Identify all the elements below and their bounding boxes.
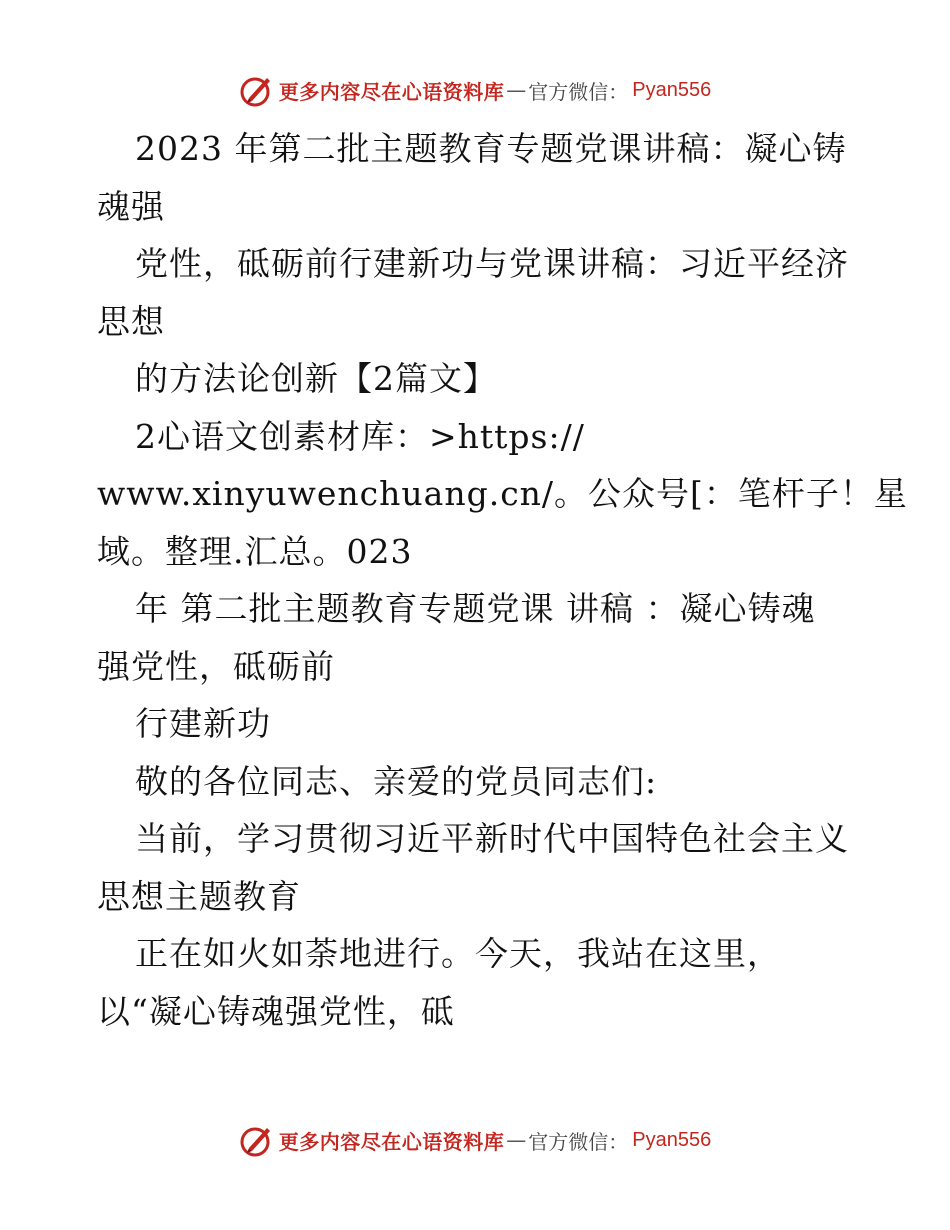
text-line: 当前，学习贯彻习近平新时代中国特色社会主义 <box>135 819 849 858</box>
text-line: 党性，砥砺前行建新功与党课讲稿：习近平经济 <box>135 244 849 283</box>
text-line: 魂强 <box>97 186 165 226</box>
text-line: 思想 <box>97 301 165 341</box>
text-line: 2心语文创素材库：>https:// <box>135 416 585 456</box>
text-line: 敬的各位同志、亲爱的党员同志们: <box>135 761 658 801</box>
banner-wechat-id: Pyan556 <box>632 1128 712 1151</box>
pen-logo-icon <box>239 72 275 108</box>
banner-slogan: 更多内容尽在心语资料库 <box>278 79 505 104</box>
footer-banner <box>0 1118 950 1162</box>
text-line: www.xinyuwenchuang.cn/。公众号[：笔杆子！星 <box>97 474 908 513</box>
banner-separator: — <box>506 78 527 102</box>
banner-slogan: 更多内容尽在心语资料库 <box>278 1129 505 1154</box>
banner-wechat-label: 官方微信： <box>528 79 629 104</box>
text-line: 年 第二批主题教育专题党课 讲稿 ：凝心铸魂 <box>135 589 816 628</box>
text-line: 的方法论创新【2篇文】 <box>135 359 497 398</box>
text-line: 行建新功 <box>135 704 271 743</box>
banner-wechat-label: 官方微信： <box>528 1129 629 1154</box>
text-line: 2023 年第二批主题教育专题党课讲稿：凝心铸 <box>135 129 847 168</box>
text-line: 强党性，砥砺前 <box>97 646 335 686</box>
pen-logo-icon <box>239 1122 275 1158</box>
text-line: 以“凝心铸魂强党性，砥 <box>97 991 455 1031</box>
banner-separator: — <box>506 1128 527 1152</box>
text-line: 思想主题教育 <box>97 876 301 916</box>
text-line: 正在如火如荼地进行。今天，我站在这里， <box>135 934 781 973</box>
banner-wechat-id: Pyan556 <box>632 78 712 101</box>
text-line: 域。整理.汇总。023 <box>97 531 413 571</box>
header-banner <box>0 68 950 112</box>
document-body <box>97 120 908 1040</box>
